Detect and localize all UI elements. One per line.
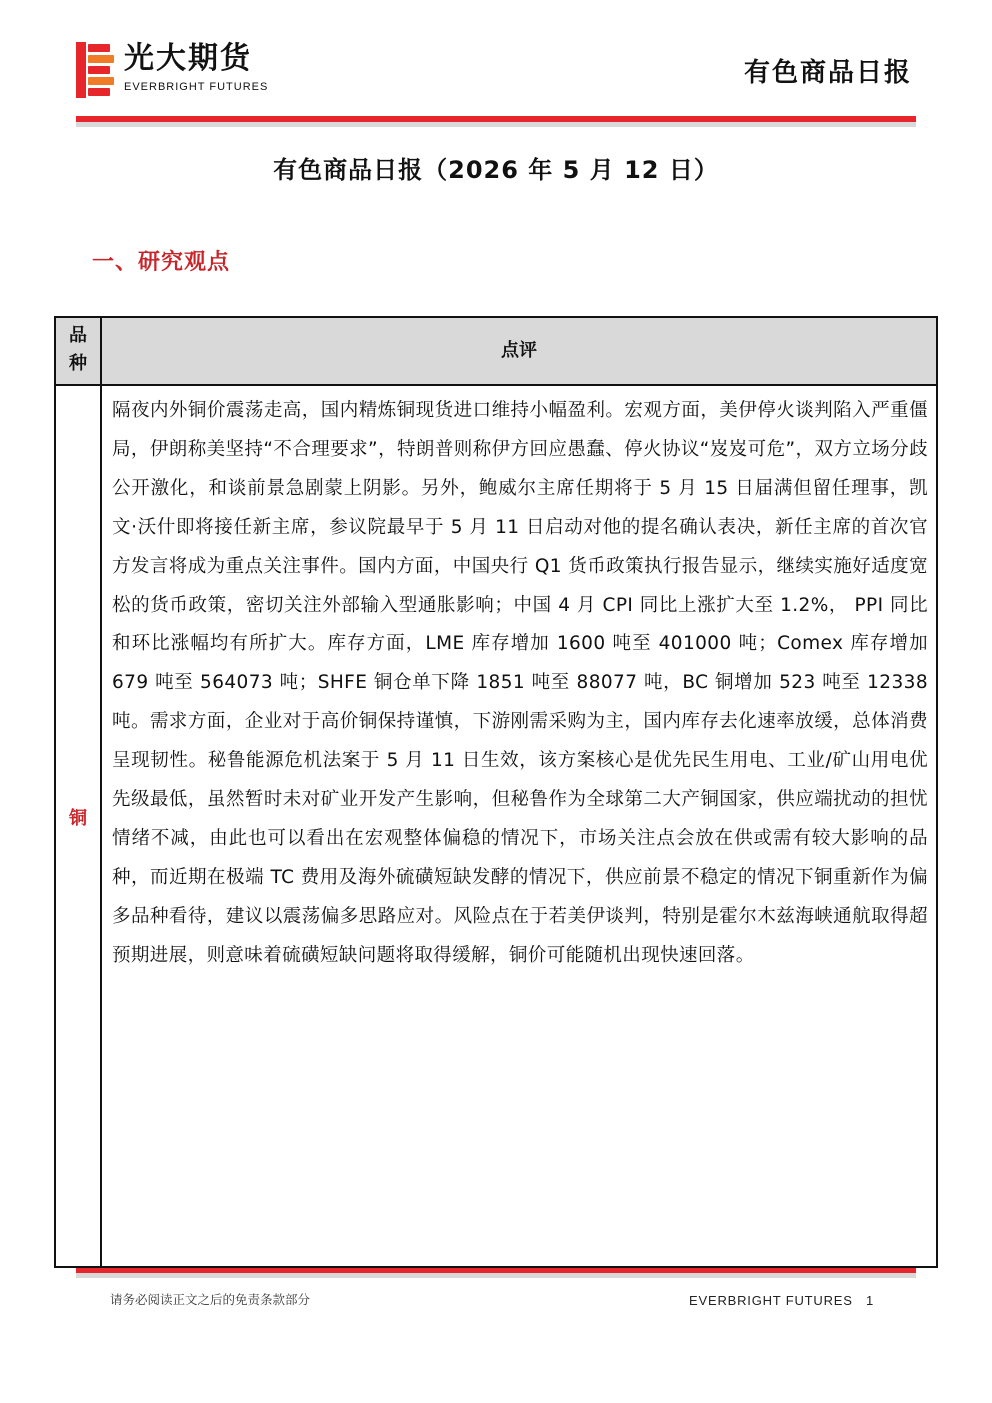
document-title: 有色商品日报（2026 年 5 月 12 日）: [273, 156, 719, 184]
footer-disclaimer: 请务必阅读正文之后的免责条款部分: [110, 1292, 311, 1307]
section-heading: 一、研究观点: [92, 250, 231, 275]
row-variety-copper: 铜: [69, 808, 87, 829]
report-name: 有色商品日报: [743, 58, 912, 88]
everbright-logo-icon: [76, 42, 116, 98]
column-header-variety-line2: 种: [69, 353, 87, 374]
footer-divider-shadow: [76, 1273, 916, 1278]
page-number: 1: [865, 1293, 874, 1308]
footer-brand-page: [689, 1294, 874, 1307]
header-divider-shadow: [76, 122, 916, 127]
table-column-divider: [100, 318, 102, 1266]
column-header-variety-line1: 品: [69, 325, 87, 346]
column-header-comment: 点评: [501, 340, 537, 361]
brand-name-en: EVERBRIGHT FUTURES: [124, 81, 269, 93]
brand-name-cn: 光大期货: [124, 41, 252, 76]
footer-brand: EVERBRIGHT FUTURES: [689, 1293, 853, 1308]
research-table: [54, 316, 938, 1268]
row-comment-copper: 隔夜内外铜价震荡走高，国内精炼铜现货进口维持小幅盈利。宏观方面，美伊停火谈判陷入严重僵局，伊朗称美坚持“不合理要求”，特朗普则称伊方回应愚蠢、停火协议“岌岌可危”，双方立场分歧公开激化，和谈前景急剧蒙上阴影。另外，鲍威尔主席任期将于 5 月 15 日届满但留任理事，凯文·沃什即将接任新主席，参议院最早于 5 月 11 日启动对他的提名确认表决，新任主席的首次官方发言将成为重点关注事件。国内方面，中国央行 Q1 货币政策执行报告显示，继续实施好适度宽松的货币政策，密切关注外部输入型通胀影响；中国 4 月 CPI 同比上涨扩大至 1.2%， PPI 同比和环比涨幅均有所扩大。库存方面，LME 库存增加 1600 吨至 401000 吨；Comex 库存增加 679 吨至 564073 吨；SHFE 铜仓单下降 1851 吨至 88077 吨，BC 铜增加 523 吨至 12338 吨。需求方面，企业对于高价铜保持谨慎，下游刚需采购为主，国内库存去化速率放缓，总体消费呈现韧性。秘鲁能源危机法案于 5 月 11 日生效，该方案核心是优先民生用电、工业/矿山用电优先级最低，虽然暂时未对矿业开发产生影响，但秘鲁作为全球第二大产铜国家，供应端扰动的担忧情绪不减，由此也可以看出在宏观整体偏稳的情况下，市场关注点会放在供或需有较大影响的品种，而近期在极端 TC 费用及海外硫磺短缺发酵的情况下，供应前景不稳定的情况下铜重新作为偏多品种看待，建议以震荡偏多思路应对。风险点在于若美伊谈判，特别是霍尔木兹海峡通航取得超预期进展，则意味着硫磺短缺问题将取得缓解，铜价可能随机出现快速回落。: [112, 400, 928, 966]
column-header-variety: [56, 322, 100, 378]
